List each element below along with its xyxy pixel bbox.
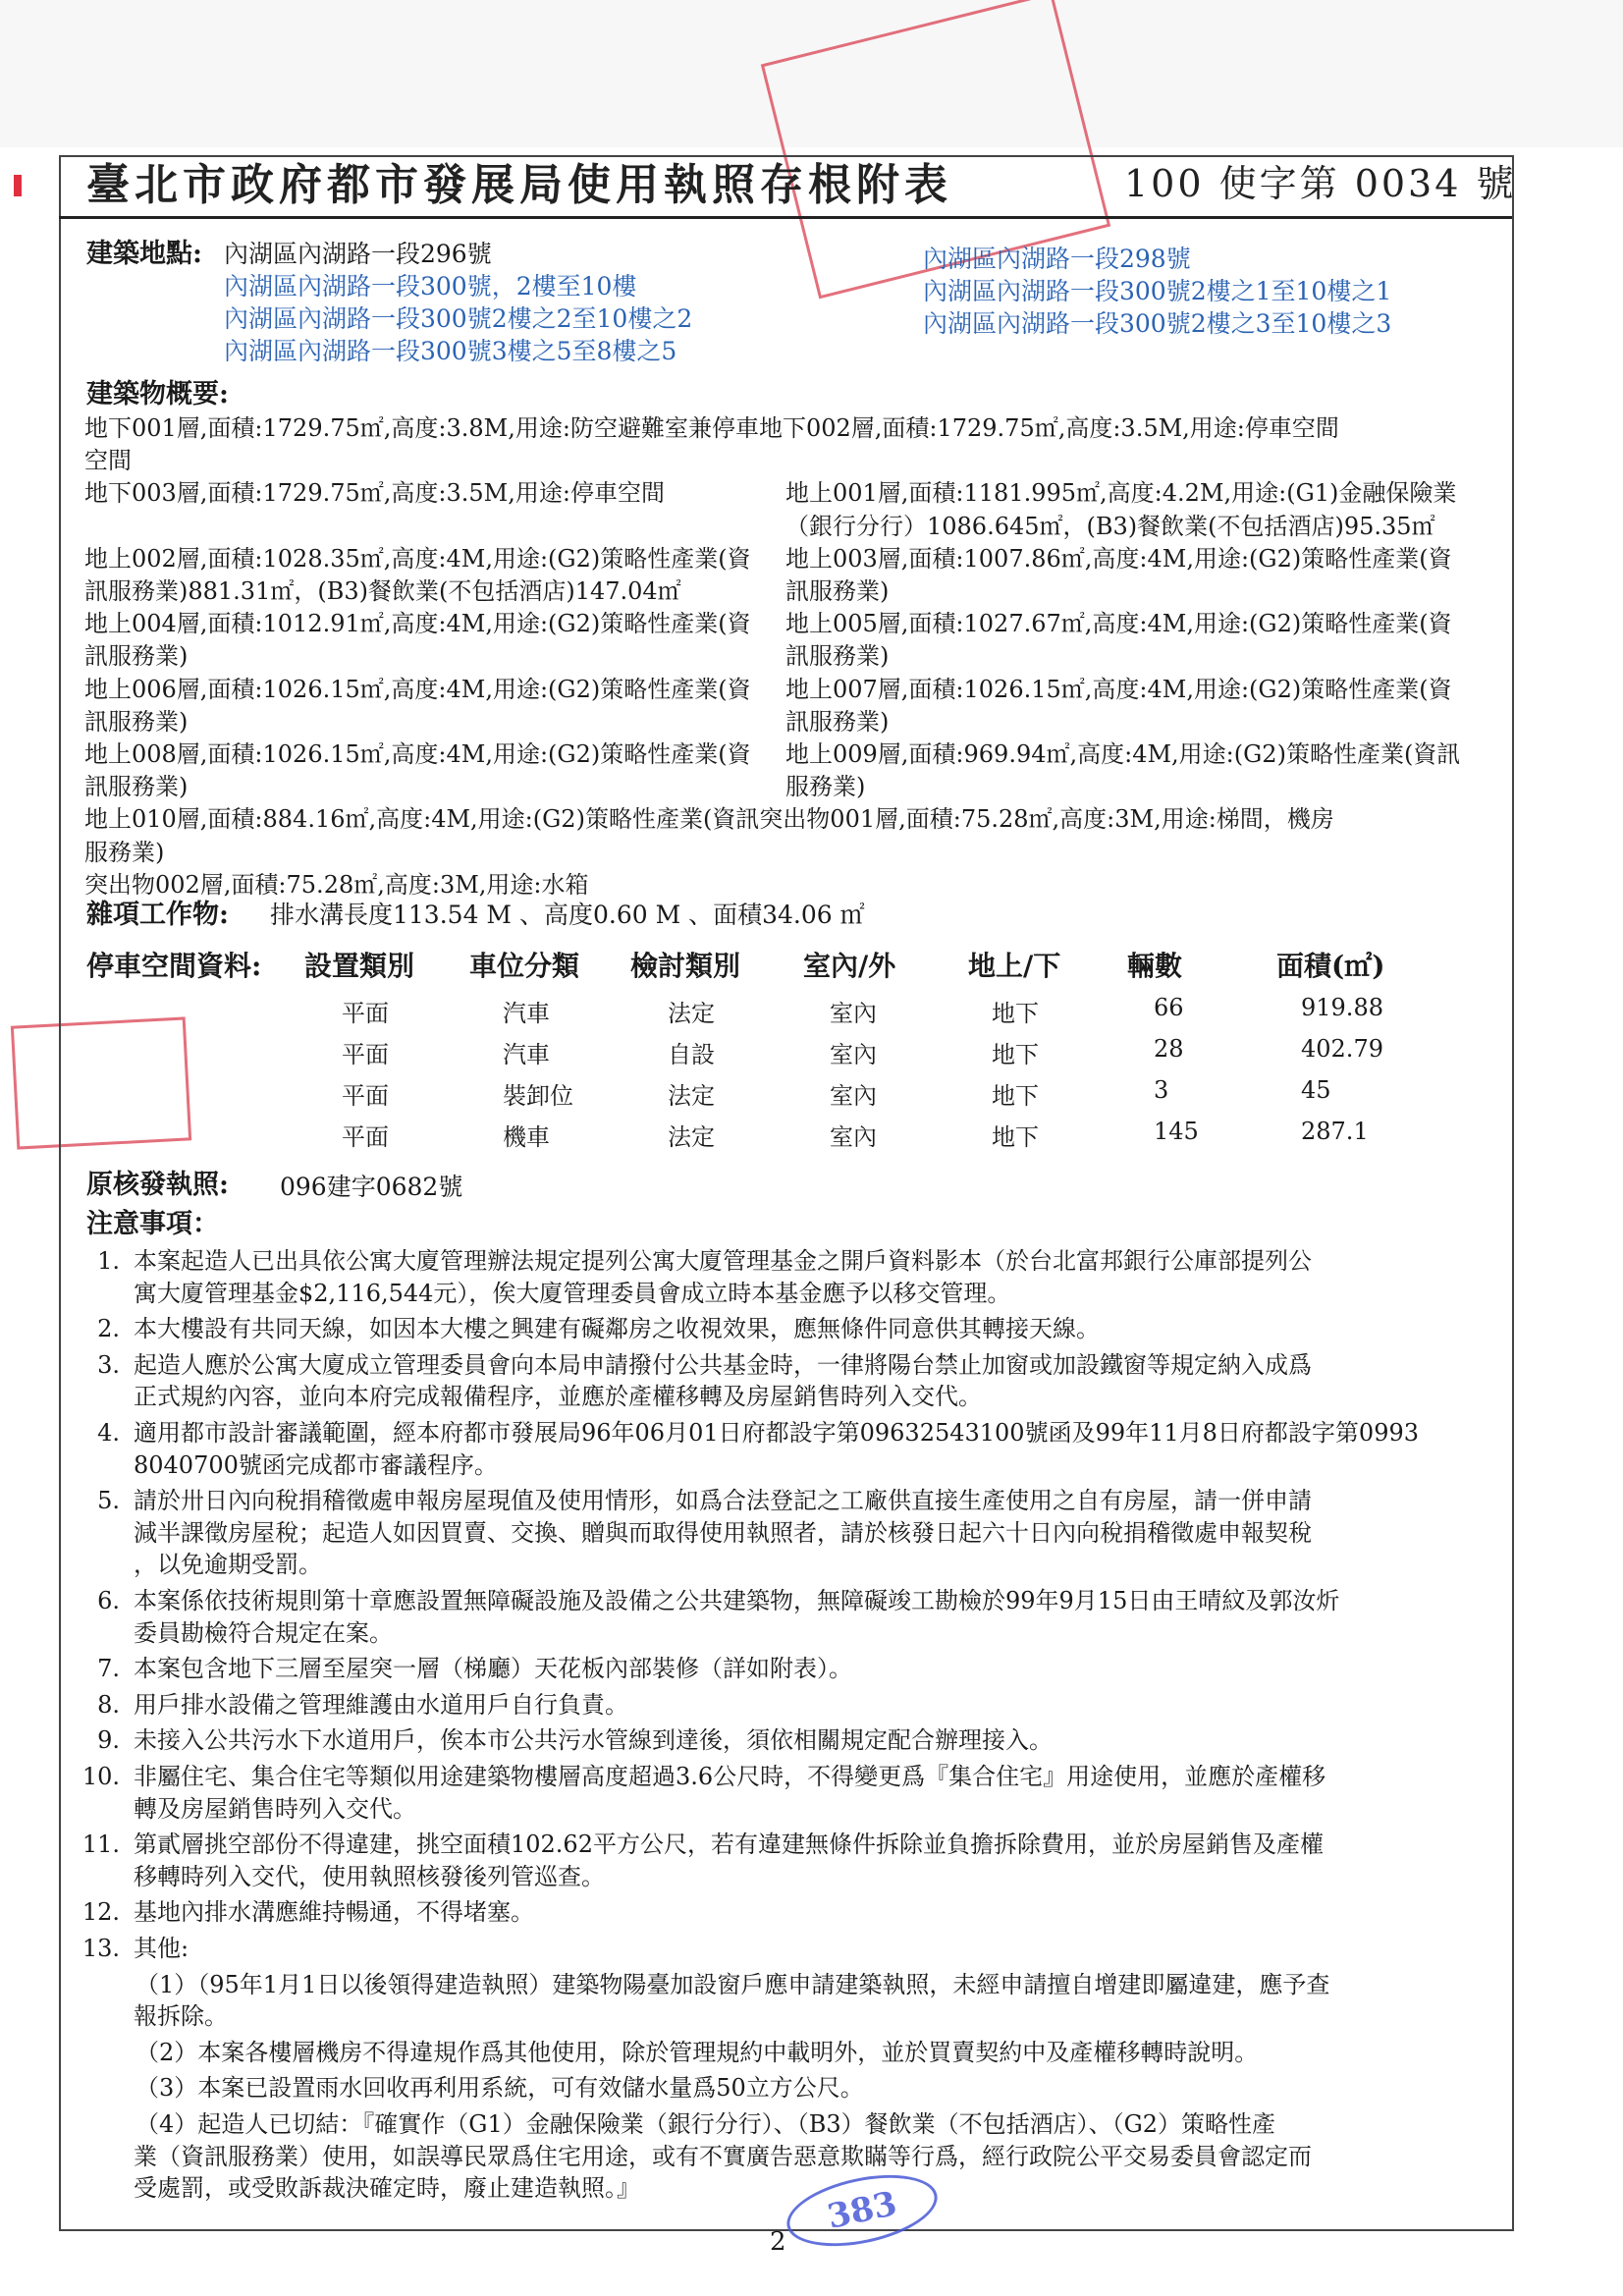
page-title: 臺北市政府都市發展局使用執照存根附表 [86,160,952,210]
overview-line-right: 地上003層,面積:1007.86㎡,高度:4M,用途:(G2)策略性產業(資 [785,544,1452,573]
parking-cell: 室內 [830,1082,877,1110]
note-line: 8040700號函完成都市審議程序。 [134,1450,498,1479]
overview-line-right: 服務業) [785,773,866,801]
parking-cell: 402.79 [1301,1035,1383,1063]
note-line: 寓大廈管理基金$2,116,544元），俟大廈管理委員會成立時本基金應予以移交管理。 [134,1279,1011,1307]
parking-cell: 平面 [342,1123,389,1151]
note-line: 本案起造人已出具依公寓大廈管理辦法規定提列公寓大廈管理基金之開戶資料影本（於台北富邦銀行公庫部提列公 [134,1247,1312,1275]
note-line: 未接入公共污水下水道用戶，俟本市公共污水管線到達後，須依相關規定配合辦理接入。 [134,1726,1053,1755]
note-number: 10. [81,1763,120,1790]
note-line: 第貳層挑空部份不得違建，挑空面積102.62平方公尺，若有違建無條件拆除並負擔拆除費用，並於房屋銷售及產權 [134,1831,1324,1859]
note-number: 3. [97,1350,120,1379]
site-address-right: 內湖區內湖路一段300號2樓之3至10樓之3 [923,309,1392,338]
note-sub-line: （3）本案已設置雨水回收再利用系統，可有效儲水量爲50立方公尺。 [135,2074,864,2103]
parking-header: 面積(㎡) [1276,950,1385,982]
original-permit-value: 096建字0682號 [280,1173,463,1201]
seal-number: 383 [824,2184,900,2237]
note-line: 基地內排水溝應維持暢通，不得堵塞。 [134,1898,534,1927]
parking-cell: 地下 [992,1082,1039,1110]
note-line: 轉及房屋銷售時列入交代。 [134,1794,416,1823]
note-line: 移轉時列入交代，使用執照核發後列管巡查。 [134,1862,605,1890]
parking-cell: 45 [1301,1076,1331,1104]
note-sub-line: （1）（95年1月1日以後領得建造執照）建築物陽臺加設窗戶應申請建築執照，未經申請擅自增建即屬違建，應予查 [135,1970,1330,1998]
parking-header: 設置類別 [304,950,415,982]
parking-cell: 平面 [342,1082,389,1110]
note-number: 1. [97,1247,120,1275]
parking-label: 停車空間資料: [86,950,262,982]
overview-line-left: 地上002層,面積:1028.35㎡,高度:4M,用途:(G2)策略性產業(資 [84,544,751,573]
parking-cell: 汽車 [503,1041,550,1068]
parking-header: 檢討類別 [630,950,741,982]
parking-cell: 平面 [342,1000,389,1027]
parking-cell: 裝卸位 [503,1082,573,1110]
overview-line-right: 訊服務業) [785,707,890,736]
note-line: 委員勘檢符合規定在案。 [134,1618,393,1647]
parking-cell: 室內 [830,1000,877,1027]
overview-line-left: 訊服務業) [84,642,189,671]
parking-header: 輛數 [1127,950,1183,982]
parking-cell: 地下 [992,1000,1039,1027]
site-address-left: 內湖區內湖路一段300號2樓之2至10樓之2 [224,304,693,333]
parking-cell: 66 [1154,994,1184,1021]
parking-cell: 汽車 [503,1000,550,1027]
note-number: 2. [97,1315,120,1343]
overview-line-left: 地下003層,面積:1729.75㎡,高度:3.5M,用途:停車空間 [84,479,665,508]
site-address-left: 內湖區內湖路一段300號，2樓至10樓 [224,272,637,301]
overview-line-left: 空間 [84,447,132,475]
note-number: 12. [81,1898,120,1927]
parking-cell: 法定 [668,1082,715,1110]
note-number: 7. [97,1655,120,1683]
note-line: 本案包含地下三層至屋突一層（梯廳）天花板內部裝修（詳如附表）。 [134,1655,852,1683]
overview-line-right: （銀行分行）1086.645㎡，(B3)餐飲業(不包括酒店)95.35㎡ [785,512,1435,540]
note-line: 本案係依技術規則第十章應設置無障礙設施及設備之公共建築物，無障礙竣工勘檢於99年9月15日由王晴紋及郭汝炘 [134,1587,1340,1614]
note-line: 本大樓設有共同天線，如因本大樓之興建有礙鄰房之收視效果，應無條件同意供其轉接天線。 [134,1315,1100,1343]
note-line: 適用都市設計審議範圍，經本府都市發展局96年06月01日府都設字第09632543100號函及99年11月8日府都設字第0993 [134,1419,1420,1447]
note-line: ，以免逾期受罰。 [134,1551,322,1579]
note-sub-line: （4）起造人已切結：『確實作（G1）金融保險業（銀行分行）、（B3）餐飲業（不包括酒店）、（G2）策略性產 [135,2110,1276,2138]
parking-cell: 法定 [668,1000,715,1027]
overview-line-left: 地上004層,面積:1012.91㎡,高度:4M,用途:(G2)策略性產業(資 [84,610,751,638]
note-line: 用戶排水設備之管理維護由水道用戶自行負責。 [134,1690,628,1719]
overview-line-left: 訊服務業) [84,707,189,736]
note-number: 4. [97,1419,120,1447]
parking-cell: 919.88 [1301,994,1383,1021]
misc-label: 雜項工作物: [86,900,229,930]
overview-line-left: 地上008層,面積:1026.15㎡,高度:4M,用途:(G2)策略性產業(資 [84,740,751,768]
overview-line-left: 地上006層,面積:1026.15㎡,高度:4M,用途:(G2)策略性產業(資 [84,675,751,703]
overview-line-left: 服務業) [84,838,165,866]
site-address-right: 內湖區內湖路一段298號 [923,245,1191,273]
note-line: 起造人應於公寓大廈成立管理委員會向本局申請撥付公共基金時，一律將陽台禁止加窗或加設鐵窗等規定納入成爲 [134,1350,1312,1379]
note-sub-line: （2）本案各樓層機房不得違規作爲其他使用，除於管理規約中載明外，並於買賣契約中及產權移轉時說明。 [135,2038,1259,2066]
note-sub-line: 受處罰，或受敗訴裁決確定時，廢止建造執照。』 [134,2174,640,2203]
overview-line-right: 訊服務業) [785,642,890,671]
page-number: 2 [770,2227,786,2257]
permit-number: 100 使字第 0034 號 [1124,162,1517,205]
note-number: 9. [97,1726,120,1755]
parking-cell: 145 [1154,1118,1199,1145]
notes-label: 注意事項： [86,1209,219,1239]
overview-line-left: 地上010層,面積:884.16㎡,高度:4M,用途:(G2)策略性產業(資訊突出物001層,面積:75.28㎡,高度:3M,用途:梯間，機房 [84,805,1334,834]
site-label: 建築地點: [86,239,202,269]
parking-cell: 平面 [342,1041,389,1068]
parking-cell: 3 [1154,1076,1169,1104]
misc-text: 排水溝長度113.54 M 、高度0.60 M 、面積34.06 ㎡ [270,901,865,929]
overview-line-left: 突出物002層,面積:75.28㎡,高度:3M,用途:水箱 [84,870,589,899]
site-address-right: 內湖區內湖路一段300號2樓之1至10樓之1 [923,277,1392,305]
parking-cell: 地下 [992,1041,1039,1068]
note-number: 11. [81,1831,120,1859]
site-address-left: 內湖區內湖路一段296號 [224,240,492,268]
overview-line-left: 訊服務業)881.31㎡，(B3)餐飲業(不包括酒店)147.04㎡ [84,577,681,605]
parking-header: 室內/外 [803,950,896,982]
parking-cell: 自設 [668,1041,715,1068]
note-sub-line: 業（資訊服務業）使用，如誤導民眾爲住宅用途，或有不實廣告惡意欺瞞等行爲，經行政院公平交易委員會認定而 [134,2142,1312,2170]
parking-cell: 地下 [992,1123,1039,1151]
note-sub-line: 報拆除。 [134,2002,228,2031]
red-margin-mark [14,175,22,196]
note-number: 8. [97,1690,120,1719]
overview-line-right: 地上007層,面積:1026.15㎡,高度:4M,用途:(G2)策略性產業(資 [785,675,1452,703]
note-line: 正式規約內容，並向本府完成報備程序，並應於產權移轉及房屋銷售時列入交代。 [134,1383,982,1411]
overview-line-right: 訊服務業) [785,577,890,605]
note-number: 13. [81,1935,120,1962]
parking-cell: 室內 [830,1123,877,1151]
note-number: 6. [97,1587,120,1614]
site-address-left: 內湖區內湖路一段300號3樓之5至8樓之5 [224,337,677,365]
parking-cell: 室內 [830,1041,877,1068]
note-number: 5. [97,1487,120,1515]
overview-line-right: 地上005層,面積:1027.67㎡,高度:4M,用途:(G2)策略性產業(資 [785,610,1452,638]
note-line: 請於卅日內向稅捐稽徵處申報房屋現值及使用情形，如爲合法登記之工廠供直接生產使用之自有房屋，請一併申請 [134,1487,1312,1515]
parking-cell: 28 [1154,1035,1184,1063]
overview-line-right: 地上009層,面積:969.94㎡,高度:4M,用途:(G2)策略性產業(資訊 [785,740,1461,768]
parking-cell: 法定 [668,1123,715,1151]
overview-line-left: 訊服務業) [84,773,189,801]
parking-cell: 機車 [503,1123,550,1151]
overview-line-right: 地上001層,面積:1181.995㎡,高度:4.2M,用途:(G1)金融保險業 [785,479,1457,508]
note-line: 非屬住宅、集合住宅等類似用途建築物樓層高度超過3.6公尺時，不得變更爲『集合住宅』用途使用，並應於產權移 [134,1763,1326,1790]
original-permit-label: 原核發執照: [86,1170,229,1200]
overview-label: 建築物概要: [86,379,229,410]
overview-line-left: 地下001層,面積:1729.75㎡,高度:3.8M,用途:防空避難室兼停車地下002層,面積:1729.75㎡,高度:3.5M,用途:停車空間 [84,414,1339,442]
parking-header: 地上/下 [968,950,1061,982]
note-line: 其他: [134,1935,189,1962]
parking-header: 車位分類 [469,950,580,982]
parking-cell: 287.1 [1301,1118,1369,1145]
note-line: 減半課徵房屋稅；起造人如因買賣、交換、贈與而取得使用執照者，請於核發日起六十日內向稅捐稽徵處申報契稅 [134,1518,1312,1547]
